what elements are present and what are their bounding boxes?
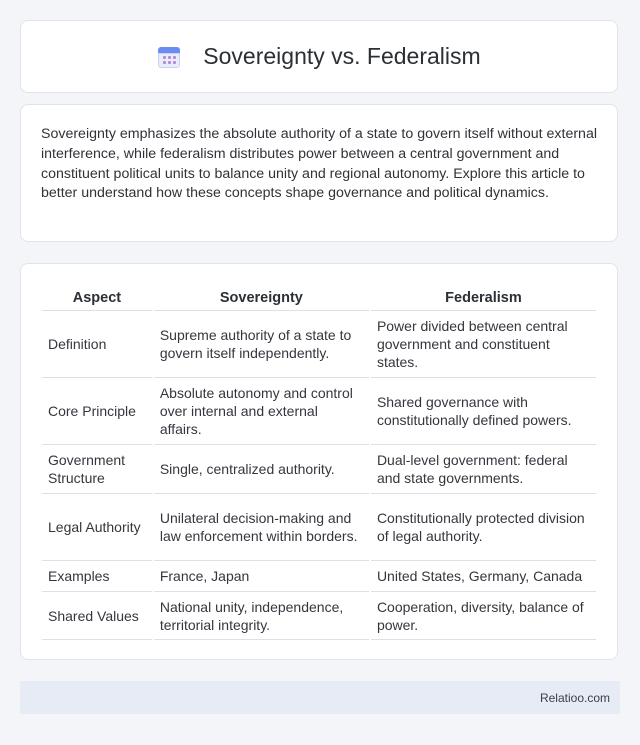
table-row xyxy=(42,445,596,494)
row-sovereignty: Supreme authority of a state to govern itself independently. xyxy=(154,311,369,378)
page-title: Sovereignty vs. Federalism xyxy=(203,43,481,69)
row-aspect: Government Structure xyxy=(42,445,152,494)
row-aspect: Examples xyxy=(42,561,152,592)
table-row xyxy=(42,561,596,592)
row-federalism: Shared governance with constitutionally defined powers. xyxy=(371,378,596,445)
calendar-icon xyxy=(157,45,181,69)
row-sovereignty: Unilateral decision-making and law enforcement within borders. xyxy=(154,494,369,561)
table-row xyxy=(42,494,596,561)
row-aspect: Core Principle xyxy=(42,378,152,445)
footer-brand[interactable]: Relatioo.com xyxy=(539,690,610,705)
header-federalism: Federalism xyxy=(371,284,596,311)
header-sovereignty: Sovereignty xyxy=(154,284,369,311)
row-federalism: United States, Germany, Canada xyxy=(371,561,596,592)
row-sovereignty: Absolute autonomy and control over internal and external affairs. xyxy=(154,378,369,445)
row-aspect: Legal Authority xyxy=(42,494,152,561)
row-aspect: Shared Values xyxy=(42,592,152,640)
table-row xyxy=(42,378,596,445)
table-row xyxy=(42,592,596,640)
comparison-card xyxy=(20,263,618,660)
title-card xyxy=(20,20,618,93)
footer xyxy=(20,681,620,714)
row-federalism: Constitutionally protected division of legal authority. xyxy=(371,494,596,561)
intro-text: Sovereignty emphasizes the absolute authority of a state to govern itself without external interference, while federalism distributes power between a central government and constituent political units to balance unity and regional autonomy. Explore this article to better understand how these concepts shape governance and political dynamics. xyxy=(41,126,597,202)
row-sovereignty: National unity, independence, territorial integrity. xyxy=(154,592,369,640)
table-row xyxy=(42,311,596,378)
table-header-row xyxy=(42,284,596,311)
comparison-table xyxy=(40,284,598,640)
row-federalism: Cooperation, diversity, balance of power. xyxy=(371,592,596,640)
intro-card xyxy=(20,104,618,242)
header-aspect: Aspect xyxy=(42,284,152,311)
row-federalism: Dual-level government: federal and state governments. xyxy=(371,445,596,494)
row-aspect: Definition xyxy=(42,311,152,378)
row-federalism: Power divided between central government and constituent states. xyxy=(371,311,596,378)
row-sovereignty: France, Japan xyxy=(154,561,369,592)
row-sovereignty: Single, centralized authority. xyxy=(154,445,369,494)
